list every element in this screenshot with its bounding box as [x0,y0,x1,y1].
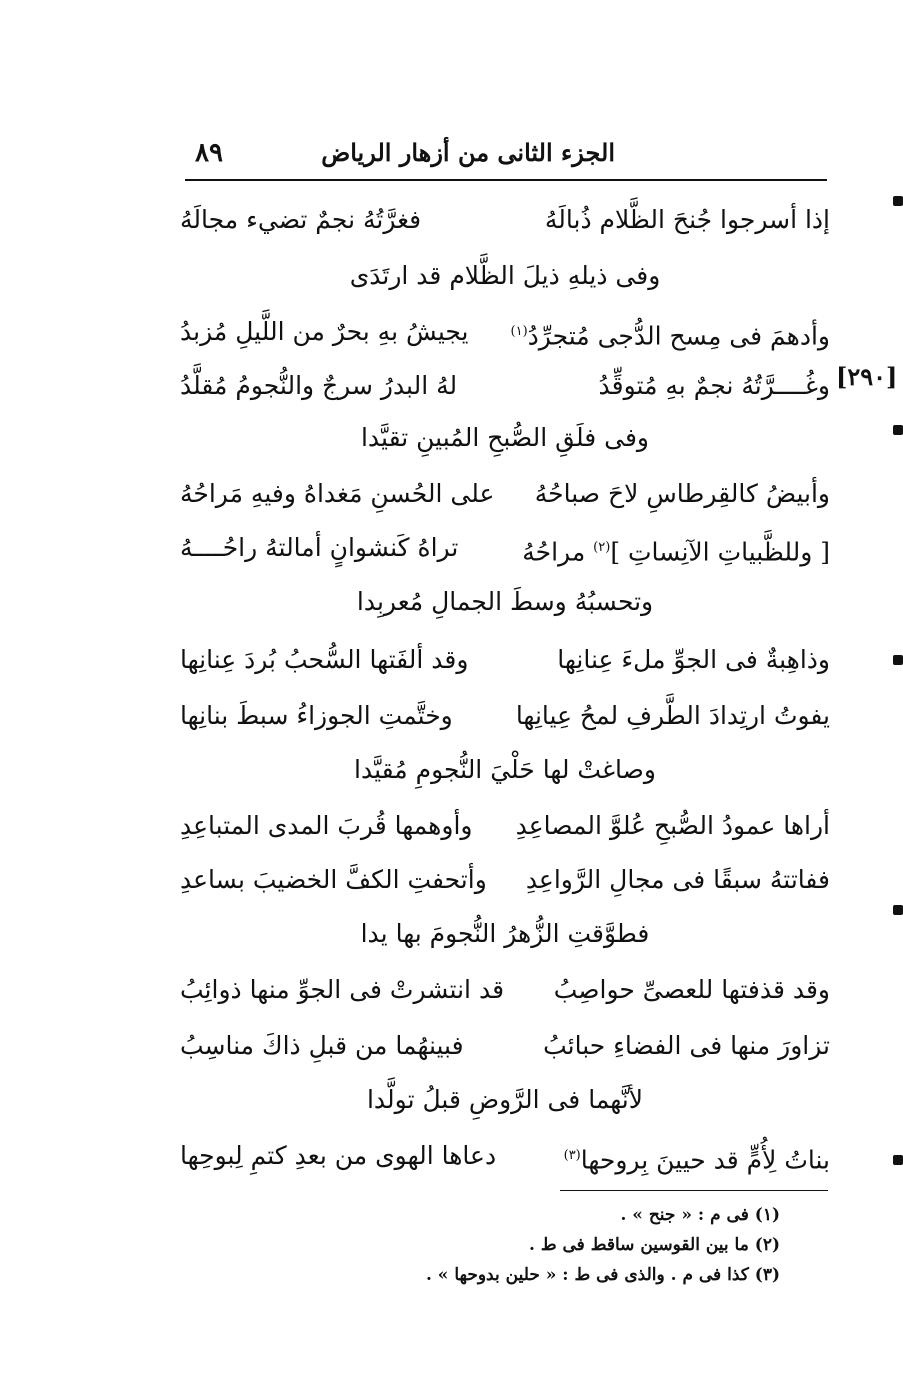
verse-second-hemistich: فغرَّتُهُ نجمٌ تضيء مجالَهُ [180,205,422,234]
verse-refrain [180,410,830,466]
verse-first-hemistich: تزاورَ منها فى الفضاءِ حبائبُ [543,1031,830,1060]
refrain-text: وصاغتْ لها حَلْيَ النُّجومِ مُقيَّدا [354,755,656,784]
verse-first-hemistich: يفوتُ ارتِدادَ الطَّرفِ لمحُ عِيانِها [515,701,830,730]
margin-page-reference: [٢٩٠] [836,362,898,391]
verse-line [180,1018,830,1074]
verse-line [180,962,830,1018]
verse-line [180,688,830,744]
footnote-1: (١) فى م : « جنح » . [620,1205,780,1225]
header-title: الجزء الثانى من أزهار الرياض [321,138,615,167]
verse-first-hemistich: وذاهِبةٌ فى الجوِّ ملءَ عِنانِها [557,645,830,674]
page-number: ٨٩ [195,138,223,168]
verse-refrain [180,1072,830,1128]
verse-line [180,358,830,414]
verse-refrain [180,574,830,630]
margin-mark [893,655,903,665]
verse-line [180,798,830,854]
footnote-2: (٢) ما بين القوسين ساقط فى ط . [529,1235,780,1255]
footnote-3: (٣) كذا فى م . والذى فى ط : « حلين بدوحها » . [425,1265,780,1285]
verse-line [180,520,830,576]
margin-mark [893,425,903,435]
footnote-ref: (٢) [593,540,611,555]
verse-refrain [180,248,830,304]
footnote-rule [560,1190,828,1191]
refrain-text: وتحسبُهُ وسطَ الجمالِ مُعربِدا [356,587,654,616]
verse-text: بناتُ لِأُمٍّ قد حيينَ بِروحها [580,1145,830,1175]
verse-first-hemistich [564,1128,830,1188]
verse-text: وأدهمَ فى مِسح الدُّجى مُتجرِّدُ [527,321,830,351]
verse-line [180,852,830,908]
verse-first-hemistich [511,304,831,364]
refrain-text: لأنَّهما فى الرَّوضِ قبلُ تولَّدا [366,1085,644,1114]
verse-line [180,1128,830,1184]
verse-refrain [180,906,830,962]
refrain-text: وفى ذيلهِ ذيلَ الظَّلام قد ارتَدَى [349,261,661,290]
margin-mark [893,905,903,915]
verse-second-hemistich: وقد ألفَتها السُّحبُ بُردَ عِنانِها [180,645,469,674]
verse-text: مراحُهُ [522,537,586,567]
refrain-text: وفى فلَقِ الصُّبحِ المُبينِ تقيَّدا [360,423,649,452]
verse-refrain [180,742,830,798]
verse-second-hemistich: دعاها الهوى من بعدِ كتمِ لِبوحِها [180,1141,497,1170]
verse-line [180,304,830,360]
verse-second-hemistich: وختَّمتِ الجوزاءُ سبطَ بنانِها [180,701,453,730]
verse-first-hemistich: وقد قذفتها للعصىِّ حواصِبُ [553,975,830,1004]
verse-second-hemistich: قد انتشرتْ فى الجوِّ منها ذوائِبُ [180,975,505,1004]
verse-first-hemistich: وأبيضُ كالقِرطاسِ لاحَ صباحُهُ [534,479,830,508]
verse-first-hemistich: أراها عمودُ الصُّبحِ عُلوَّ المصاعِدِ [515,811,830,840]
footnote-ref: (١) [510,324,528,339]
margin-mark [893,1155,903,1165]
verse-first-hemistich: إذا أسرجوا جُنحَ الظَّلام ذُبالَهُ [544,205,830,234]
header-rule [185,179,827,181]
verse-line [180,192,830,248]
verse-second-hemistich: وأوهمها قُربَ المدى المتباعِدِ [180,811,473,840]
verse-text: [ وللظَّبياتِ الآنِساتِ ] [610,537,830,567]
verse-line [180,466,830,522]
running-header [185,138,825,178]
verse-second-hemistich: لهُ البدرُ سرجٌ والنُّجومُ مُقلَّدُ [180,371,458,400]
verse-second-hemistich: وأتحفتِ الكفَّ الخضيبَ بساعدِ [180,865,487,894]
footnotes [380,1200,780,1290]
verse-line [180,632,830,688]
verse-first-hemistich: وغُــــرَّتُهُ نجمٌ بهِ مُتوقِّدُ [598,371,830,400]
refrain-text: فطوَّقتِ الزُّهرُ النُّجومَ بها يدا [360,919,650,948]
verse-second-hemistich: على الحُسنِ مَغداهُ وفيهِ مَراحُهُ [180,479,495,508]
verse-second-hemistich: يجيشُ بهِ بحرٌ من اللَّيلِ مُزبدُ [180,317,469,346]
verse-second-hemistich: تراهُ كَنشوانٍ أمالتهُ راحُــــهُ [180,533,459,562]
verse-second-hemistich: فبينهُما من قبلِ ذاكَ مناسِبُ [180,1031,464,1060]
verse-first-hemistich [522,520,830,580]
verse-first-hemistich: ففاتتهُ سبقًا فى مجالِ الرَّواعِدِ [525,865,830,894]
footnote-ref: (٣) [563,1148,581,1163]
margin-mark [893,196,903,206]
